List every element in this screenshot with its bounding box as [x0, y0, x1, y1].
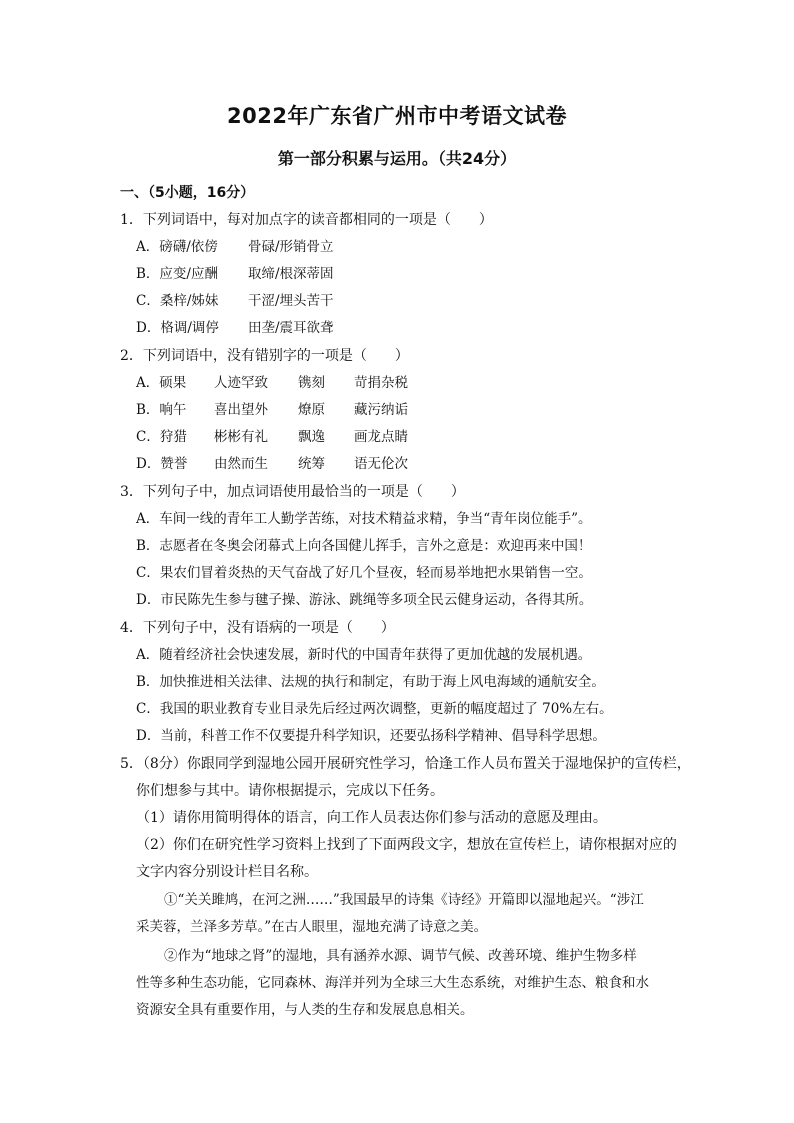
q2-option-d-w4: 语无伦次	[354, 456, 408, 472]
q2-option-d-w1: D．赞誉	[136, 456, 188, 472]
q4-option-c: C．我国的职业教育专业目录先后经过两次调整，更新的幅度超过了 70%左右。	[136, 701, 613, 717]
q3-option-d: D．市民陈先生参与毽子操、游泳、跳绳等多项全民云健身运动，各得其所。	[136, 592, 593, 608]
q5-passage-2-line3: 资源安全具有重要作用，与人类的生存和发展息息相关。	[136, 1002, 474, 1018]
q2-option-a-w2: 人迹罕致	[214, 375, 268, 391]
q2-option-a-w3: 镌刻	[298, 375, 325, 391]
q2-option-a-w4: 苛捐杂税	[354, 375, 408, 391]
q4-option-b: B．加快推进相关法律、法规的执行和制定，有助于海上风电海域的通航安全。	[136, 674, 605, 690]
q4-option-a: A．随着经济社会快速发展，新时代的中国青年获得了更加优越的发展机遇。	[136, 647, 592, 663]
q5-stem-line1: 5．（8分）你跟同学到湿地公园开展研究性学习，恰逢工作人员布置关于湿地保护的宣传栏，	[120, 756, 691, 772]
q1-option-d-part1: D．格调/调停	[136, 320, 219, 336]
q5-stem-line2: 你们想参与其中。请你根据提示，完成以下任务。	[136, 783, 444, 799]
q1-option-b-part2: 取缔/根深蒂固	[248, 266, 334, 282]
q3-stem: 3．下列句子中，加点词语使用最恰当的一项是（ ）	[120, 484, 465, 500]
q5-passage-2-line2: 性等多种生态功能，它同森林、海洋并列为全球三大生态系统，对维护生态、粮食和水	[136, 975, 649, 991]
part-heading: 第一部分积累与运用。（共24分）	[277, 149, 517, 168]
q2-option-b-w1: B．响午	[136, 402, 187, 418]
q5-subquestion-2-line2: 文字内容分别设计栏目名称。	[136, 864, 318, 880]
q2-option-c-w3: 飘逸	[298, 429, 325, 445]
page-title: 2022年广东省广州市中考语文试卷	[227, 104, 567, 128]
q3-option-c: C．果农们冒着炎热的天气奋战了好几个昼夜，轻而易举地把水果销售一空。	[136, 565, 592, 581]
q5-passage-1-line1: ①“关关雎鸠，在河之洲……”我国最早的诗集《诗经》开篇即以湿地起兴。“涉江	[164, 892, 644, 908]
q4-option-d: D．当前，科普工作不仅要提升科学知识，还要弘扬科学精神、倡导科学思想。	[136, 728, 606, 744]
q2-option-c-w2: 彬彬有礼	[214, 429, 268, 445]
q1-option-b-part1: B．应变/应酬	[136, 266, 218, 282]
q3-option-a: A．车间一线的青年工人勤学苦练，对技术精益求精，争当“青年岗位能手”。	[136, 511, 592, 527]
q2-option-c-w4: 画龙点睛	[354, 429, 408, 445]
q2-option-b-w4: 藏污纳诟	[354, 402, 408, 418]
section-heading: 一、（5小题，16分）	[120, 185, 255, 201]
q3-option-b: B．志愿者在冬奥会闭幕式上向各国健儿挥手，言外之意是：欢迎再来中国！	[136, 538, 592, 554]
q2-option-a-w1: A．硕果	[136, 375, 187, 391]
q5-passage-1-line2: 采芙蓉，兰泽多芳草。”在古人眼里，湿地充满了诗意之美。	[136, 919, 488, 935]
q2-option-b-w3: 燎原	[298, 402, 325, 418]
q2-stem: 2．下列词语中，没有错别字的一项是（ ）	[120, 348, 409, 364]
q5-subquestion-1: （1）请你用简明得体的语言，向工作人员表达你们参与活动的意愿及理由。	[136, 810, 607, 826]
q2-option-c-w1: C．狩猎	[136, 429, 187, 445]
q1-option-c-part1: C．桑梓/姊妹	[136, 293, 219, 309]
q1-stem: 1．下列词语中，每对加点字的读音都相同的一项是（ ）	[120, 212, 493, 228]
q5-passage-2-line1: ②作为“地球之肾”的湿地，具有涵养水源、调节气候、改善环境、维护生物多样	[164, 948, 637, 964]
q1-option-d-part2: 田垄/震耳欲聋	[248, 320, 334, 336]
q2-option-d-w3: 统筹	[298, 456, 325, 472]
q1-option-a-part1: A．磅礴/依傍	[136, 239, 218, 255]
q1-option-c-part2: 干涩/埋头苦干	[248, 293, 334, 309]
q4-stem: 4．下列句子中，没有语病的一项是（ ）	[120, 620, 395, 636]
q5-subquestion-2-line1: （2）你们在研究性学习资料上找到了下面两段文字，想放在宣传栏上，请你根据对应的	[136, 837, 677, 853]
q2-option-b-w2: 喜出望外	[214, 402, 268, 418]
q1-option-a-part2: 骨碌/形销骨立	[248, 239, 334, 255]
q2-option-d-w2: 由然而生	[214, 456, 268, 472]
